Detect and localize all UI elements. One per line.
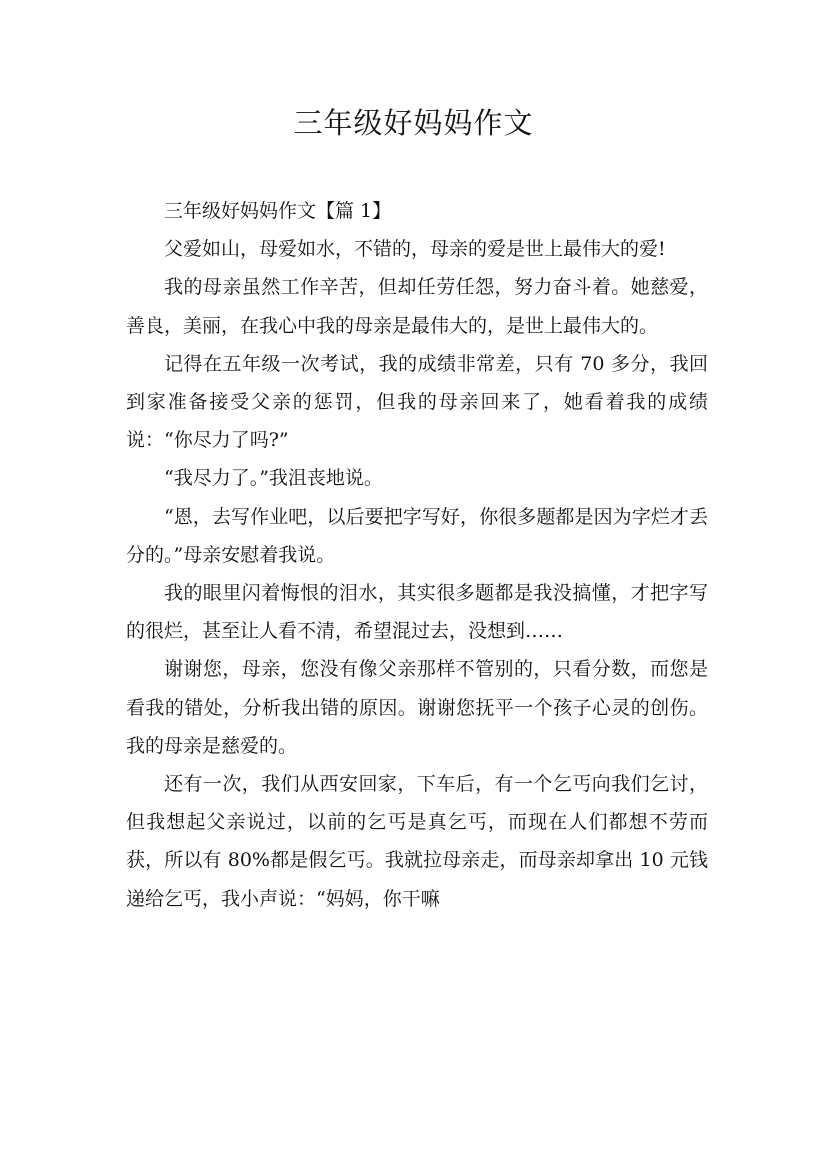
section-heading: 三年级好妈妈作文【篇 1】 [164,200,392,222]
paragraph: 谢谢您，母亲，您没有像父亲那样不管别的，只看分数，而您是看我的错处，分析我出错的原因。谢谢您抚平一个孩子心灵的创伤。我的母亲是慈爱的。 [126,658,708,757]
document-title: 三年级好妈妈作文 [293,106,534,140]
paragraph: “恩，去写作业吧，以后要把字写好，你很多题都是因为字烂才丢分的。”母亲安慰着我说。 [126,505,708,566]
paragraph: 我的母亲虽然工作辛苦，但却任劳任怨，努力奋斗着。她慈爱，善良，美丽，在我心中我的母亲是最伟大的，是世上最伟大的。 [126,276,708,337]
paragraph: 还有一次，我们从西安回家，下车后，有一个乞丐向我们乞讨，但我想起父亲说过，以前的乞丐是真乞丐，而现在人们都想不劳而获，所以有 80%都是假乞丐。我就拉母亲走，而母亲却拿出 10 元钱递给乞丐，我小声说：“妈妈，你干嘛 [126,773,708,910]
paragraph: “我尽力了。”我沮丧地说。 [164,467,383,490]
document-body [126,192,708,918]
paragraph: 记得在五年级一次考试，我的成绩非常差，只有 70 多分，我回到家准备接受父亲的惩罚，但我的母亲回来了，她看着我的成绩说：“你尽力了吗?” [126,352,708,452]
paragraph: 父爱如山，母爱如水，不错的，母亲的爱是世上最伟大的爱! [164,238,666,261]
paragraph: 我的眼里闪着悔恨的泪水，其实很多题都是我没搞懂，才把字写的很烂，甚至让人看不清，希望混过去，没想到…… [126,582,708,643]
